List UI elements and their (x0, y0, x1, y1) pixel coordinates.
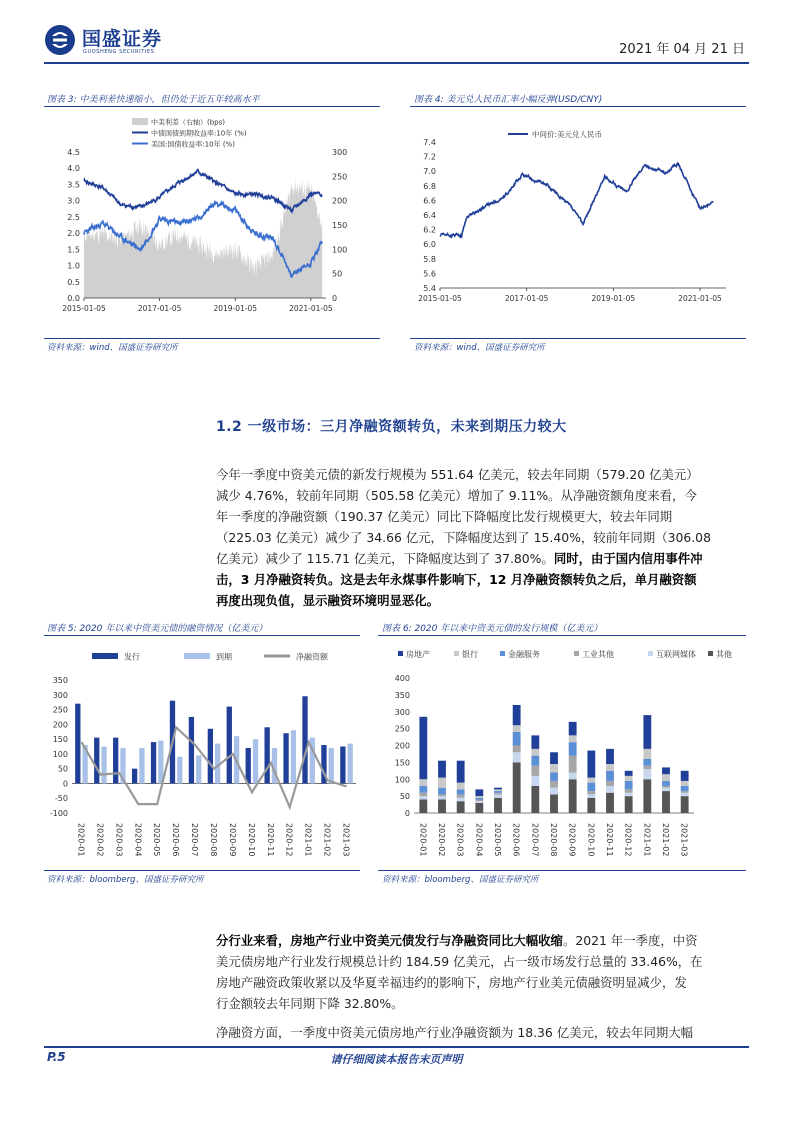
fig3-y-left-tick: 1.0 (67, 261, 80, 271)
fig5-bar-maturity (329, 748, 334, 783)
fig5-bar-maturity (196, 755, 201, 783)
fig5-y-tick: -50 (54, 794, 68, 804)
fig6-legend-label: 工业其他 (582, 650, 614, 659)
fig6-bar-segment (475, 801, 483, 803)
fig3-legend-swatch (132, 118, 148, 125)
fig4-y-tick: 6.4 (423, 211, 436, 220)
fig6-bar-segment (513, 705, 521, 725)
fig4-y-tick: 5.6 (423, 269, 436, 279)
fig5-title: 图表 5: 2020 年以来中资美元债的融资情况（亿美元） (47, 624, 268, 634)
fig6-title-rule (378, 635, 746, 636)
fig6-y-tick: 0 (404, 809, 410, 818)
fig6-bar-segment (531, 749, 539, 756)
fig5-chart (36, 640, 364, 866)
fig6-y-tick: 250 (394, 724, 410, 734)
fig3-x-tick: 2017-01-05 (137, 304, 182, 313)
fig5-legend-label: 发行 (124, 652, 140, 662)
fig6-bar-segment (419, 717, 427, 779)
para2-line: 行金额较去年同期下降 32.80%。 (216, 996, 404, 1011)
fig6-bar-segment (643, 715, 651, 749)
logo-subtitle: GUOSHENG SECURITIES (83, 49, 155, 55)
fig6-legend-label: 银行 (462, 650, 478, 659)
para2-emphasis: 分行业来看，房地产行业中资美元债发行与净融资同比大幅收缩 (216, 933, 563, 948)
fig3-y-left-tick: 4.5 (67, 148, 80, 157)
fig6-bar-segment (494, 798, 502, 813)
fig4-x-tick: 2015-01-05 (418, 294, 462, 303)
para1-line: （225.03 亿美元）减少了 34.66 亿元，下降幅度达到了 15.40%，较前年同期（306.08 (216, 530, 711, 545)
fig6-bar-segment (681, 771, 689, 781)
fig6-x-tick: 2020-05 (493, 823, 502, 857)
fig5-bar-maturity (158, 741, 163, 784)
fig6-bar-segment (587, 791, 595, 794)
report-date: 2021 年 04 月 21 日 (619, 42, 745, 57)
fig5-y-tick: 300 (52, 690, 68, 700)
fig6-bar-segment (643, 779, 651, 813)
fig6-bar-segment (550, 781, 558, 788)
para3-line: 净融资方面，一季度中资美元债房地产行业净融资额为 18.36 亿美元，较去年同期大幅 (216, 1025, 694, 1040)
fig3-x-tick: 2019-01-05 (213, 304, 258, 313)
fig6-bar-segment (513, 762, 521, 813)
fig5-y-tick: 350 (52, 676, 68, 685)
fig6-bar-segment (531, 786, 539, 813)
fig6-y-tick: 50 (399, 792, 410, 802)
fig5-bar-maturity (139, 748, 144, 783)
paragraph-net-financing (216, 1022, 748, 1043)
fig6-bar-segment (475, 800, 483, 802)
fig6-bar-segment (419, 786, 427, 793)
fig6-bar-segment (569, 756, 577, 773)
fig6-bar-segment (569, 773, 577, 780)
fig5-bar-issuance (75, 704, 80, 784)
fig6-bar-segment (494, 794, 502, 797)
fig4-title-rule (410, 106, 746, 107)
fig6-x-tick: 2020-01 (418, 823, 428, 857)
fig6-bar-segment (550, 788, 558, 795)
fig6-legend-swatch (708, 651, 713, 656)
paragraph-primary-market (216, 464, 748, 611)
fig3-legend-label: 美国:国债收益率:10年 (%) (151, 140, 235, 149)
fig6-bar-segment (662, 767, 670, 774)
fig5-bar-issuance (113, 738, 118, 784)
fig3-legend-label: 中债国债到期收益率:10年 (%) (151, 129, 247, 138)
fig6-legend-label: 金融服务 (508, 650, 540, 659)
fig6-bar-segment (662, 781, 670, 786)
fig6-legend-label: 房地产 (406, 650, 430, 659)
fig5-bar-maturity (348, 744, 353, 784)
fig6-chart (378, 640, 746, 866)
fig6-legend-swatch (500, 651, 505, 656)
para1-line (216, 590, 748, 611)
fig6-bar-segment (587, 751, 595, 778)
fig6-bar-segment (625, 771, 633, 776)
fig6-bar-segment (662, 786, 670, 788)
fig6-bar-segment (438, 761, 446, 778)
fig4-y-tick: 6.8 (423, 181, 436, 191)
fig5-legend-label: 净融资额 (296, 652, 328, 662)
fig5-bar-issuance (302, 696, 307, 783)
fig6-bar-segment (625, 776, 633, 781)
disclaimer-notice: 请仔细阅读本报告末页声明 (330, 1053, 463, 1066)
fig3-y-right-tick: 0 (332, 294, 338, 303)
fig6-bar-segment (438, 794, 446, 796)
fig5-y-tick: 100 (52, 749, 68, 759)
fig3-bottom-rule (44, 338, 380, 339)
fig6-bar-segment (513, 752, 521, 762)
para1-text: 亿美元）减少了 115.71 亿美元，下降幅度达到了 37.80%。 (216, 551, 554, 566)
fig6-bar-segment (569, 722, 577, 736)
fig3-y-left-tick: 1.5 (67, 245, 80, 255)
paragraph-industry (216, 930, 748, 1014)
fig4-source: 资料来源：wind、国盛证券研究所 (414, 343, 545, 353)
fig3-x-tick: 2015-01-05 (62, 304, 106, 313)
fig6-bar-segment (625, 781, 633, 789)
fig5-legend-label: 到期 (216, 652, 232, 662)
fig5-x-tick: 2020-10 (246, 823, 256, 857)
fig5-y-tick: -100 (49, 809, 68, 818)
fig6-x-tick: 2020-06 (511, 823, 521, 857)
para1-line: 今年一季度中资美元债的新发行规模为 551.64 亿美元，较去年同期（579.20 亿美元） (216, 467, 699, 482)
fig3-y-right-tick: 100 (332, 245, 348, 255)
fig6-x-tick: 2020-12 (623, 823, 633, 857)
fig6-x-tick: 2020-03 (455, 823, 465, 857)
fig6-bar-segment (606, 781, 614, 786)
fig4-y-tick: 5.4 (423, 284, 436, 293)
fig6-bar-segment (419, 779, 427, 786)
fig3-y-left-tick: 3.0 (67, 196, 80, 206)
fig6-bar-segment (587, 778, 595, 783)
fig6-legend-label: 其他 (716, 650, 732, 659)
fig6-bar-segment (662, 774, 670, 781)
fig5-legend-swatch (92, 653, 118, 659)
fig6-bar-segment (513, 732, 521, 746)
logo-name: 国盛证券 (82, 28, 163, 50)
fig6-bar-segment (606, 793, 614, 813)
para1-line: 减少 4.76%，较前年同期（505.58 亿美元）增加了 9.11%。从净融资额角度来看，今 (216, 488, 697, 503)
logo (44, 22, 184, 58)
fig3-x-tick: 2021-01-05 (289, 304, 333, 313)
fig5-x-tick: 2020-04 (133, 823, 143, 857)
fig6-bar-segment (681, 796, 689, 813)
fig6-bar-segment (419, 800, 427, 814)
fig6-bar-segment (475, 796, 483, 798)
fig5-y-tick: 50 (57, 764, 68, 774)
fig3-y-left-tick: 2.5 (67, 212, 80, 222)
fig6-bar-segment (681, 793, 689, 796)
fig4-y-tick: 6.0 (423, 240, 436, 250)
fig5-x-tick: 2021-02 (322, 823, 332, 857)
para1-emphasis: 同时，由于国内信用事件冲 (553, 551, 703, 566)
fig6-bar-segment (643, 769, 651, 779)
fig5-bar-issuance (189, 717, 194, 784)
fig4-title: 图表 4: 美元兑人民币汇率小幅反弹(USD/CNY) (414, 95, 603, 105)
fig6-y-tick: 150 (394, 758, 410, 768)
fig6-bar-segment (494, 791, 502, 793)
fig5-bar-issuance (340, 747, 345, 784)
fig6-title: 图表 6: 2020 年以来中资美元债的发行规模（亿美元） (382, 624, 603, 634)
fig6-legend-swatch (454, 651, 459, 656)
fig6-bar-segment (569, 742, 577, 756)
fig6-bar-segment (531, 756, 539, 766)
fig6-y-tick: 200 (394, 741, 410, 751)
fig6-bar-segment (606, 786, 614, 793)
fig6-legend-label: 互联网媒体 (656, 650, 696, 659)
fig6-y-tick: 350 (394, 690, 410, 700)
fig5-y-tick: 200 (52, 720, 68, 730)
fig6-bar-segment (494, 793, 502, 795)
fig5-x-tick: 2020-03 (114, 823, 124, 857)
fig5-bar-issuance (264, 727, 269, 783)
fig5-x-tick: 2020-01 (76, 823, 86, 857)
fig6-bar-segment (475, 798, 483, 800)
fig3-y-left-tick: 2.0 (67, 229, 80, 239)
fig6-bar-segment (513, 725, 521, 732)
fig6-x-tick: 2020-10 (586, 823, 596, 857)
fig5-x-tick: 2021-01 (303, 823, 313, 857)
fig6-bar-segment (662, 791, 670, 813)
page-number: P.5 (47, 1050, 66, 1064)
fig3-title-rule (44, 106, 380, 107)
fig6-bar-segment (457, 783, 465, 790)
fig6-source: 资料来源：bloomberg、国盛证券研究所 (382, 875, 539, 885)
fig6-x-tick: 2020-02 (437, 823, 446, 857)
fig5-x-tick: 2020-08 (209, 823, 218, 857)
fig6-bar-segment (457, 761, 465, 783)
fig6-bar-segment (475, 789, 483, 796)
fig4-y-tick: 5.8 (423, 254, 436, 264)
fig6-bar-segment (569, 779, 577, 813)
fig6-legend-swatch (398, 651, 403, 656)
fig4-y-tick: 7.4 (423, 138, 436, 147)
fig6-x-tick: 2021-01 (642, 823, 652, 857)
para1-emphasis: 再度出现负值，显示融资环境明显恶化。 (216, 593, 440, 608)
fig5-bar-issuance (246, 748, 251, 783)
fig6-bar-segment (457, 801, 465, 813)
fig6-bar-segment (625, 796, 633, 813)
fig6-bar-segment (681, 781, 689, 786)
fig3-source: 资料来源：wind、国盛证券研究所 (47, 343, 178, 353)
fig4-y-tick: 7.2 (423, 152, 436, 162)
fig6-legend-swatch (648, 651, 653, 656)
fig6-bar-segment (438, 796, 446, 799)
fig5-x-tick: 2020-06 (171, 823, 181, 857)
fig3-y-right-tick: 200 (332, 196, 348, 206)
section-heading: 1.2 一级市场：三月净融资额转负，未来到期压力较大 (216, 419, 567, 435)
fig5-title-rule (44, 635, 360, 636)
fig4-y-tick: 6.2 (423, 225, 436, 235)
fig5-x-tick: 2021-03 (341, 823, 351, 857)
fig4-x-tick: 2017-01-05 (504, 294, 549, 303)
fig6-bar-segment (531, 776, 539, 786)
fig6-bottom-rule (378, 870, 746, 871)
para2-line: 美元债房地产行业发行规模总计约 184.59 亿美元，占一级市场发行总量的 33.46%，在 (216, 954, 703, 969)
fig6-bar-segment (662, 788, 670, 791)
fig5-x-tick: 2020-11 (265, 823, 275, 857)
fig5-bar-maturity (291, 730, 296, 783)
fig6-bar-segment (681, 786, 689, 791)
fig5-bar-maturity (177, 757, 182, 784)
fig6-x-tick: 2020-11 (605, 823, 614, 857)
fig5-bar-issuance (208, 729, 213, 784)
fig6-y-tick: 100 (394, 775, 410, 785)
fig5-x-tick: 2020-09 (227, 823, 237, 857)
fig6-bar-segment (550, 773, 558, 781)
fig5-bar-issuance (283, 733, 288, 783)
fig6-y-tick: 300 (394, 707, 410, 717)
fig6-x-tick: 2020-08 (549, 823, 558, 857)
fig6-bar-segment (643, 749, 651, 759)
fig6-bar-segment (531, 766, 539, 776)
fig4-x-tick: 2021-01-05 (678, 294, 722, 303)
fig5-bar-maturity (101, 747, 106, 784)
footer-rule (44, 1046, 749, 1048)
fig6-bar-segment (606, 764, 614, 771)
fig5-bottom-rule (44, 870, 360, 871)
para2-line (216, 930, 748, 951)
fig6-bar-segment (587, 798, 595, 813)
fig6-x-tick: 2021-02 (661, 823, 670, 857)
fig3-y-left-tick: 0.5 (67, 277, 80, 287)
fig6-bar-segment (681, 791, 689, 793)
fig6-y-tick: 400 (394, 674, 410, 683)
fig6-bar-segment (550, 752, 558, 764)
fig6-bar-segment (419, 796, 427, 799)
fig5-x-tick: 2020-07 (190, 823, 200, 857)
fig6-x-tick: 2020-09 (567, 823, 577, 857)
fig6-bar-segment (438, 800, 446, 814)
fig6-bar-segment (606, 771, 614, 781)
fig6-bar-segment (419, 793, 427, 796)
fig5-bar-issuance (151, 742, 156, 783)
para2-line: 房地产融资政策收紧以及华夏幸福违约的影响下，房地产行业美元债融资明显减少，发 (216, 975, 687, 990)
fig3-chart (44, 112, 384, 324)
para2-text: 。2021 年一季度，中资 (562, 933, 698, 948)
fig3-y-left-tick: 4.0 (67, 164, 80, 174)
fig5-x-tick: 2020-12 (284, 823, 294, 857)
fig6-bar-segment (587, 783, 595, 791)
fig6-bar-segment (550, 794, 558, 813)
fig6-bar-segment (494, 789, 502, 791)
fig4-legend-label: 中间价:美元兑人民币 (532, 130, 603, 139)
para1-emphasis: 击，3 月净融资转负。这是去年永煤事件影响下，12 月净融资额转负之后，单月融资额 (216, 572, 697, 587)
fig6-bar-segment (457, 789, 465, 794)
fig3-spread-area (84, 177, 322, 298)
fig6-bar-segment (569, 735, 577, 742)
fig6-bar-segment (606, 749, 614, 764)
fig3-y-right-tick: 50 (332, 269, 343, 279)
fig3-y-right-tick: 150 (332, 221, 348, 230)
fig3-y-left-tick: 0.0 (67, 294, 80, 303)
fig6-bar-segment (625, 793, 633, 796)
fig6-bar-segment (625, 789, 633, 792)
fig5-bar-maturity (253, 739, 258, 783)
fig6-bar-segment (587, 794, 595, 797)
fig4-y-tick: 7.0 (423, 167, 436, 177)
fig4-bottom-rule (410, 338, 746, 339)
fig4-x-tick: 2019-01-05 (591, 294, 636, 303)
fig6-bar-segment (531, 735, 539, 749)
fig3-y-right-tick: 300 (332, 148, 348, 157)
fig6-bar-segment (643, 759, 651, 766)
fig5-bar-issuance (132, 769, 137, 784)
fig3-title: 图表 3: 中美利差快速缩小，但仍处于近五年较高水平 (47, 95, 260, 105)
fig5-y-tick: 250 (52, 705, 68, 715)
para1-line (216, 569, 748, 590)
fig6-bar-segment (438, 788, 446, 795)
fig5-y-tick: 150 (52, 735, 68, 745)
fig6-bar-segment (438, 778, 446, 788)
fig5-x-tick: 2020-02 (95, 823, 105, 857)
fig3-cn-yield-line (84, 170, 322, 212)
fig6-bar-segment (475, 803, 483, 813)
fig6-bar-segment (550, 764, 558, 772)
logo-icon (44, 24, 76, 56)
fig5-legend-swatch (184, 653, 210, 659)
fig6-legend-swatch (574, 651, 579, 656)
fig6-x-tick: 2020-07 (530, 823, 540, 857)
fig5-x-tick: 2020-05 (152, 823, 162, 857)
fig4-y-tick: 6.6 (423, 196, 436, 206)
fig6-bar-segment (457, 798, 465, 801)
fig5-bar-issuance (227, 707, 232, 784)
para1-line: 年一季度的净融资额（190.37 亿美元）同比下降幅度比发行规模更大，较去年同期 (216, 509, 673, 524)
fig5-bar-issuance (94, 738, 99, 784)
fig6-bar-segment (494, 788, 502, 790)
fig3-y-left-tick: 3.5 (67, 180, 80, 190)
fig3-legend-label: 中美利差（右轴）(bps) (151, 118, 225, 127)
fig4-cny-line (440, 163, 713, 237)
fig3-y-right-tick: 250 (332, 172, 348, 182)
fig5-y-tick: 0 (62, 779, 68, 789)
fig6-bar-segment (643, 766, 651, 769)
fig6-x-tick: 2020-04 (474, 823, 484, 857)
header-rule (44, 62, 749, 64)
fig6-bar-segment (457, 794, 465, 797)
para1-line (216, 548, 748, 569)
fig6-bar-segment (513, 746, 521, 753)
fig5-source: 资料来源：bloomberg、国盛证券研究所 (47, 875, 204, 885)
fig6-x-tick: 2021-03 (679, 823, 689, 857)
fig4-chart (410, 112, 746, 324)
